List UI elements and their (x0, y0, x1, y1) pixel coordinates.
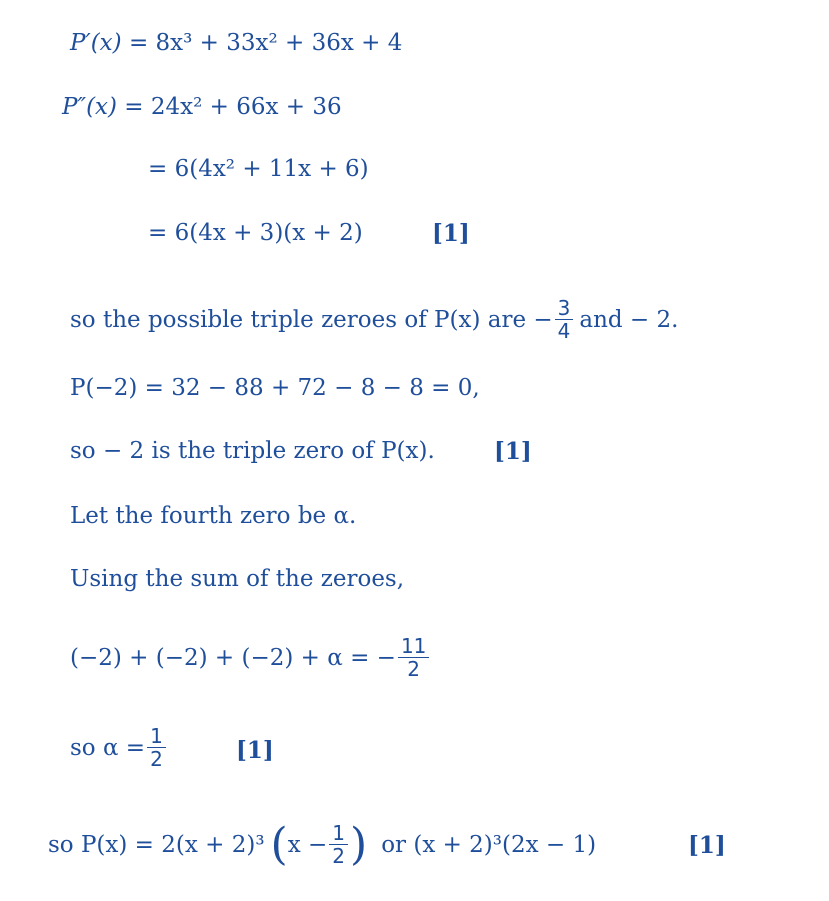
first-derivative-rhs: = 8x³ + 33x² + 36x + 4 (128, 30, 403, 56)
left-paren: ( (270, 819, 288, 870)
final-factorisation-text: so P(x) = 2(x + 2)³ (48, 831, 265, 858)
second-derivative-lhs: P″(x) (62, 94, 117, 120)
alpha-value-text: so α = (70, 734, 146, 761)
fraction-one-half (147, 726, 166, 770)
possible-triple-zeroes-line (70, 290, 678, 350)
sum-of-zeroes-text: (−2) + (−2) + (−2) + α = − (70, 644, 396, 671)
fraction-one-half-final (329, 823, 348, 867)
factored-step-1 (148, 158, 369, 181)
sum-of-zeroes-line (70, 628, 431, 688)
mark-1: [1] (432, 220, 470, 247)
fraction-eleven-halves (398, 636, 429, 680)
fraction-denominator: 2 (147, 747, 166, 770)
factored-step-1-text: = 6(4x² + 11x + 6) (148, 156, 369, 182)
fraction-denominator: 2 (329, 844, 348, 867)
fraction-numerator: 3 (557, 296, 571, 320)
first-derivative-lhs: P′(x) (70, 30, 122, 56)
fraction-denominator: 4 (555, 319, 574, 342)
final-inner-text: x − (287, 831, 328, 858)
fraction-numerator: 1 (332, 821, 346, 845)
possible-triple-zeroes-text: so the possible triple zeroes of P(x) are − (70, 306, 553, 333)
fraction-denominator: 2 (398, 657, 429, 680)
mark-4: [1] (688, 832, 726, 859)
fraction-numerator: 11 (400, 634, 427, 658)
possible-triple-zeroes-tail: and − 2. (579, 306, 679, 333)
fraction-numerator: 1 (150, 724, 163, 748)
factored-step-2 (148, 222, 363, 245)
mark-3: [1] (236, 737, 274, 764)
using-sum-line: Using the sum of the zeroes, (70, 566, 405, 592)
fraction-three-quarters (555, 298, 574, 342)
evaluation-line: P(−2) = 32 − 88 + 72 − 8 − 8 = 0, (70, 375, 480, 401)
alpha-value-line (70, 718, 168, 778)
right-paren: ) (350, 819, 368, 870)
factored-step-2-text: = 6(4x + 3)(x + 2) (148, 220, 363, 246)
second-derivative-rhs: = 24x² + 66x + 36 (124, 94, 342, 120)
mark-2: [1] (494, 438, 532, 465)
second-derivative-line (62, 96, 342, 119)
final-factorisation-line (48, 814, 596, 876)
final-alternative-form: or (x + 2)³(2x − 1) (381, 831, 597, 858)
first-derivative-line (70, 32, 402, 55)
let-fourth-zero-line: Let the fourth zero be α. (70, 503, 357, 529)
triple-zero-conclusion: so − 2 is the triple zero of P(x). (70, 438, 435, 464)
